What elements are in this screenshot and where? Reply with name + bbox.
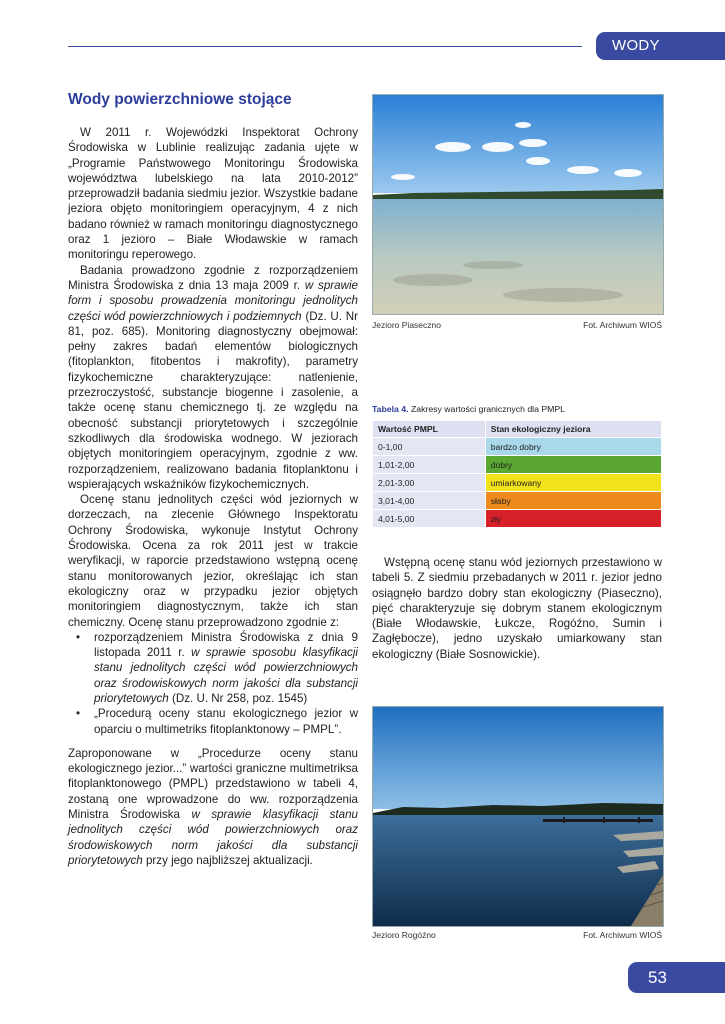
table-row	[373, 474, 662, 492]
right-column	[372, 555, 662, 662]
caption-text: Jezioro Rogóźno	[372, 930, 436, 940]
ecological-state-cell: bardzo dobry	[485, 438, 661, 456]
left-column	[68, 125, 358, 868]
table-caption: Tabela 4. Zakresy wartości granicznych dla PMPL	[372, 404, 565, 414]
paragraph: W 2011 r. Wojewódzki Inspektorat Ochrony Środowiska w Lublinie realizując zadania ujęte w „Programie Państwowego Monitoringu Środowiska województwa lubelskiego na lata 2010-2012” przeprowadził badania siedmiu jezior. Wszystkie badane jeziora objęto monitoringiem operacyjnym, 4 z nich badano również w ramach monitoringu diagnostycznego oraz 1 jezioro – Białe Włodawskie w ramach monitoringu reperowego.	[68, 126, 358, 262]
paragraph: Wstępną ocenę stanu wód jeziornych przestawiono w tabeli 5. Z siedmiu przebadanych w 2011 r. jezior jedno osiągnęło bardzo dobry stan ekologiczny (Piaseczno), pięć charakteryzuje się dobrym stanem ekologicznym (Białe Włodawskie, Łukcze, Rogóźno, Sumin i Zagłębocze), jedno uzyskało umiarkowany stan ekologiczny (Białe Sosnowickie).	[372, 556, 662, 661]
page-title: Wody powierzchniowe stojące	[68, 91, 292, 108]
ecological-state-cell: słaby	[485, 492, 661, 510]
list-item: • „Procedurą oceny stanu ekologicznego jezior w oparciu o multimetriks fitoplanktonowy – PMPL”.	[94, 706, 358, 737]
table-row	[373, 456, 662, 474]
caption-text: Jezioro Piaseczno	[372, 320, 441, 330]
ecological-state-cell: zły	[485, 510, 661, 528]
pmpl-value-cell: 4,01-5,00	[373, 510, 486, 528]
pmpl-value-cell: 0-1,00	[373, 438, 486, 456]
pmpl-value-cell: 2,01-3,00	[373, 474, 486, 492]
photo-caption	[372, 320, 662, 330]
table-header: Stan ekologiczny jeziora	[485, 421, 661, 438]
photo-caption	[372, 930, 662, 940]
pmpl-value-cell: 3,01-4,00	[373, 492, 486, 510]
photo-credit: Fot. Archiwum WIOŚ	[583, 930, 662, 940]
table-header: Wartość PMPL	[373, 421, 486, 438]
ecological-state-cell: dobry	[485, 456, 661, 474]
section-tab: WODY	[596, 32, 725, 60]
paragraph: Ocenę stanu jednolitych części wód jeziornych w dorzeczach, na zlecenie Głównego Inspektoratu Ochrony Środowiska, wykonuje Instytut Ochrony Środowiska. Ocena za rok 2011 jest w trakcie weryfikacji, w raporcie przedstawiono wstępną ocenę stanu monitorowanych jezior, określając ich stan ekologiczny oraz w przypadku jezior objętych monitoringiem diagnostycznym, także ich stan chemiczny. Ocenę stanu przeprowadzono zgodnie z:	[68, 493, 358, 629]
pmpl-value-cell: 1,01-2,00	[373, 456, 486, 474]
photo-credit: Fot. Archiwum WIOŚ	[583, 320, 662, 330]
list-item: • rozporządzeniem Ministra Środowiska z dnia 9 listopada 2011 r. w sprawie sposobu klasyfikacji stanu jednolitych części wód powierzchniowych oraz środowiskowych norm jakości dla substancji priorytetowych (Dz. U. Nr 258, poz. 1545)	[94, 630, 358, 706]
paragraph: Badania prowadzono zgodnie z rozporządzeniem Ministra Środowiska z dnia 13 maja 2009 r. w sprawie form i sposobu prowadzenia monitoringu jednolitych części wód powierzchniowych i podziemnych (Dz. U. Nr 81, poz. 685). Monitoring diagnostyczny obejmował: pełny zakres badań elementów biologicznych (fitoplankton, fitobentos i makrofity), parametry fizykochemiczne charakteryzujące: natlenienie, przezroczystość, substancje biogenne i zasolenie, a także ocenę stanu chemicznego tj. ze względu na obecność substancji priorytetowych i szczególnie szkodliwych dla środowiska wodnego. W jeziorach objętych monitoringiem operacyjnym, zgodnie z ww. rozporządzeniem, realizowano badania fitoplanktonu i wspierających wskaźników fizykochemicznych.	[68, 263, 358, 491]
table-row	[373, 438, 662, 456]
paragraph: Zaproponowane w „Procedurze oceny stanu ekologicznego jezior...” wartości graniczne multimetriksa fitoplanktonowego (PMPL) przedstawiono w tabeli 4, zostaną one wprowadzone do ww. rozporządzenia Ministra Środowiska w sprawie klasyfikacji stanu jednolitych części wód powierzchniowych oraz środowiskowych norm jakości dla substancji priorytetowych przy jego najbliższej aktualizacji.	[68, 746, 358, 867]
bullet-list	[68, 630, 358, 737]
page-number: 53	[628, 962, 725, 993]
pmpl-table	[372, 420, 662, 528]
table-row	[373, 510, 662, 528]
lake-photo-piaseczno	[372, 94, 664, 315]
header-rule	[68, 46, 582, 47]
lake-photo-rogozno	[372, 706, 664, 927]
ecological-state-cell: umiarkowany	[485, 474, 661, 492]
table-row	[373, 492, 662, 510]
